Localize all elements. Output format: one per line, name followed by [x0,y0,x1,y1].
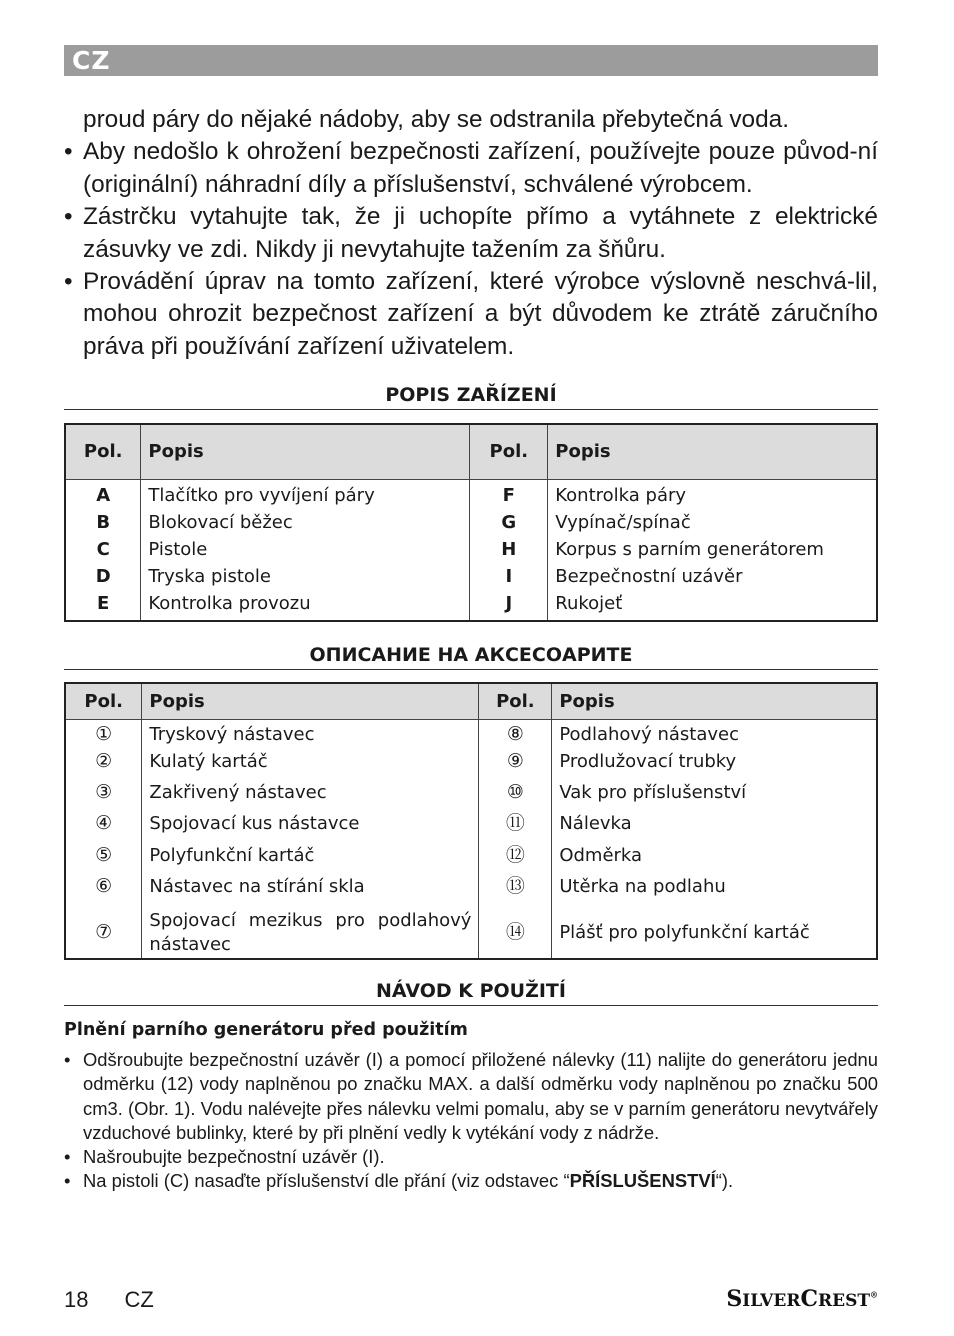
table-row [65,782,877,813]
table-row [65,907,877,959]
table-cell: Rukojeť [548,593,877,621]
table-cell: Spojovací mezikus pro podlahový nástavec [142,907,479,959]
instructions-list [64,1048,878,1194]
logo-reg: ® [870,1289,878,1300]
table-cell: B [65,512,141,539]
item-number: ⑫ [505,844,525,866]
table-header: Pol. [65,424,141,479]
item-number: ⑤ [95,844,113,866]
table-cell: Zakřivený nástavec [142,782,479,813]
item-number: ⑪ [505,812,525,834]
table-cell: D [65,566,141,593]
table-row [65,751,877,782]
table-cell: Kontrolka páry [548,479,877,512]
table-cell: I [470,566,548,593]
instruction-item: • Našroubujte bezpečnostní uzávěr (I). [64,1145,878,1169]
table-header: Popis [141,424,470,479]
table-cell: Kulatý kartáč [142,751,479,782]
table-header: Popis [548,424,877,479]
table-cell: Spojovací kus nástavce [142,813,479,845]
section-title-device: POPIS ZAŘÍZENÍ [64,384,878,410]
accessories-table [64,682,878,960]
table-cell: Prodlužovací trubky [552,751,877,782]
logo-part: S [726,1286,743,1312]
table-cell: H [470,539,548,566]
table-row [65,512,877,539]
table-row [65,479,877,512]
device-table [64,423,878,622]
table-row [65,876,877,907]
intro-bullet: • Aby nedošlo k ohrožení bezpečnosti zařízení, používejte pouze původ-ní (originální) náhradní díly a příslušenství, schválené výrobcem. [64,136,878,201]
instruction-item: • Odšroubujte bezpečnostní uzávěr (I) a pomocí přiložené nálevky (11) nalijte do generátoru jednu odměrku (12) vody naplněnou po značku MAX. a další odměrku vody naplněnou po značku 500 cm3. (Obr. 1). Vodu nalévejte přes nálevku velmi pomalu, aby se v parním generátoru nevytvářely vzduchové bublinky, které by při plnění vedly k vytékání vody z nádrže. [64,1048,878,1145]
table-cell: Tlačítko pro vyvíjení páry [141,479,470,512]
table-cell: Blokovací běžec [141,512,470,539]
table-cell: Bezpečnostní uzávěr [548,566,877,593]
language-bar [64,45,878,76]
section-title-accessories: ОПИСАНИЕ НА АКСЕСОАРИТЕ [64,644,878,670]
footer-lang: CZ [124,1287,154,1312]
table-row [65,845,877,876]
table-cell: Podlahový nástavec [552,719,877,751]
intro-text [64,104,878,363]
table-header: Popis [552,683,877,719]
instruction-text-end: “). [715,1170,734,1192]
instructions-subtitle: Plnění parního generátoru před použitím [64,1020,468,1040]
item-number: ④ [95,812,113,834]
item-number: ⑩ [506,781,524,803]
logo-part: C [800,1286,818,1312]
item-number: ⑦ [95,921,113,943]
table-row [65,539,877,566]
table-cell: A [65,479,141,512]
table-cell: Tryska pistole [141,566,470,593]
table-header: Pol. [65,683,142,719]
table-cell: Kontrolka provozu [141,593,470,621]
instruction-bold: PŘÍSLUŠENSTVÍ [569,1170,716,1192]
table-header: Popis [142,683,479,719]
section-title-instructions: NÁVOD K POUŽITÍ [64,980,878,1006]
intro-continuation: proud páry do nějaké nádoby, aby se odstranila přebytečná voda. [83,106,789,133]
table-cell: Nálevka [552,813,877,845]
table-cell: Vypínač/spínač [548,512,877,539]
table-cell: Plášť pro polyfunkční kartáč [552,907,877,959]
intro-bullet: • Provádění úprav na tomto zařízení, které výrobce výslovně neschvá-lil, mohou ohrozit bezpečnost zařízení a být důvodem ke ztrátě záručního práva při používání zařízení uživatelem. [64,266,878,363]
item-number: ③ [95,781,113,803]
table-row [65,719,877,751]
logo-part: REST [817,1291,870,1311]
instruction-text: Na pistoli (C) nasaďte příslušenství dle přání (viz odstavec “ [83,1170,570,1192]
table-cell: Korpus s parním generátorem [548,539,877,566]
item-number: ⑬ [505,875,525,897]
table-cell: E [65,593,141,621]
footer-page-info [64,1287,190,1313]
table-cell: G [470,512,548,539]
table-cell: Pistole [141,539,470,566]
table-row [65,813,877,845]
item-number: ② [95,750,113,772]
table-cell: Tryskový nástavec [142,719,479,751]
table-cell: Utěrka na podlahu [552,876,877,907]
item-number: ⑨ [506,750,524,772]
table-header: Pol. [470,424,548,479]
table-cell: C [65,539,141,566]
table-cell: Nástavec na stírání skla [142,876,479,907]
table-row [65,593,877,621]
table-cell: Odměrka [552,845,877,876]
logo-part: ILVER [742,1291,801,1311]
instruction-item [64,1169,878,1193]
table-cell: Polyfunkční kartáč [142,845,479,876]
table-row [65,566,877,593]
language-label: CZ [72,46,111,75]
table-header: Pol. [479,683,552,719]
item-number: ① [95,722,113,745]
item-number: ⑭ [505,921,525,943]
intro-bullet: • Zástrčku vytahujte tak, že ji uchopíte přímo a vytáhnete z elektrické zásuvky ve zdi. Nikdy ji nevytahujte tažením za šňůru. [64,201,878,266]
page-number: 18 [64,1287,89,1312]
table-cell: F [470,479,548,512]
item-number: ⑥ [95,875,113,897]
item-number: ⑧ [506,722,524,745]
silvercrest-logo [726,1286,878,1312]
table-cell: J [470,593,548,621]
table-cell: Vak pro příslušenství [552,782,877,813]
